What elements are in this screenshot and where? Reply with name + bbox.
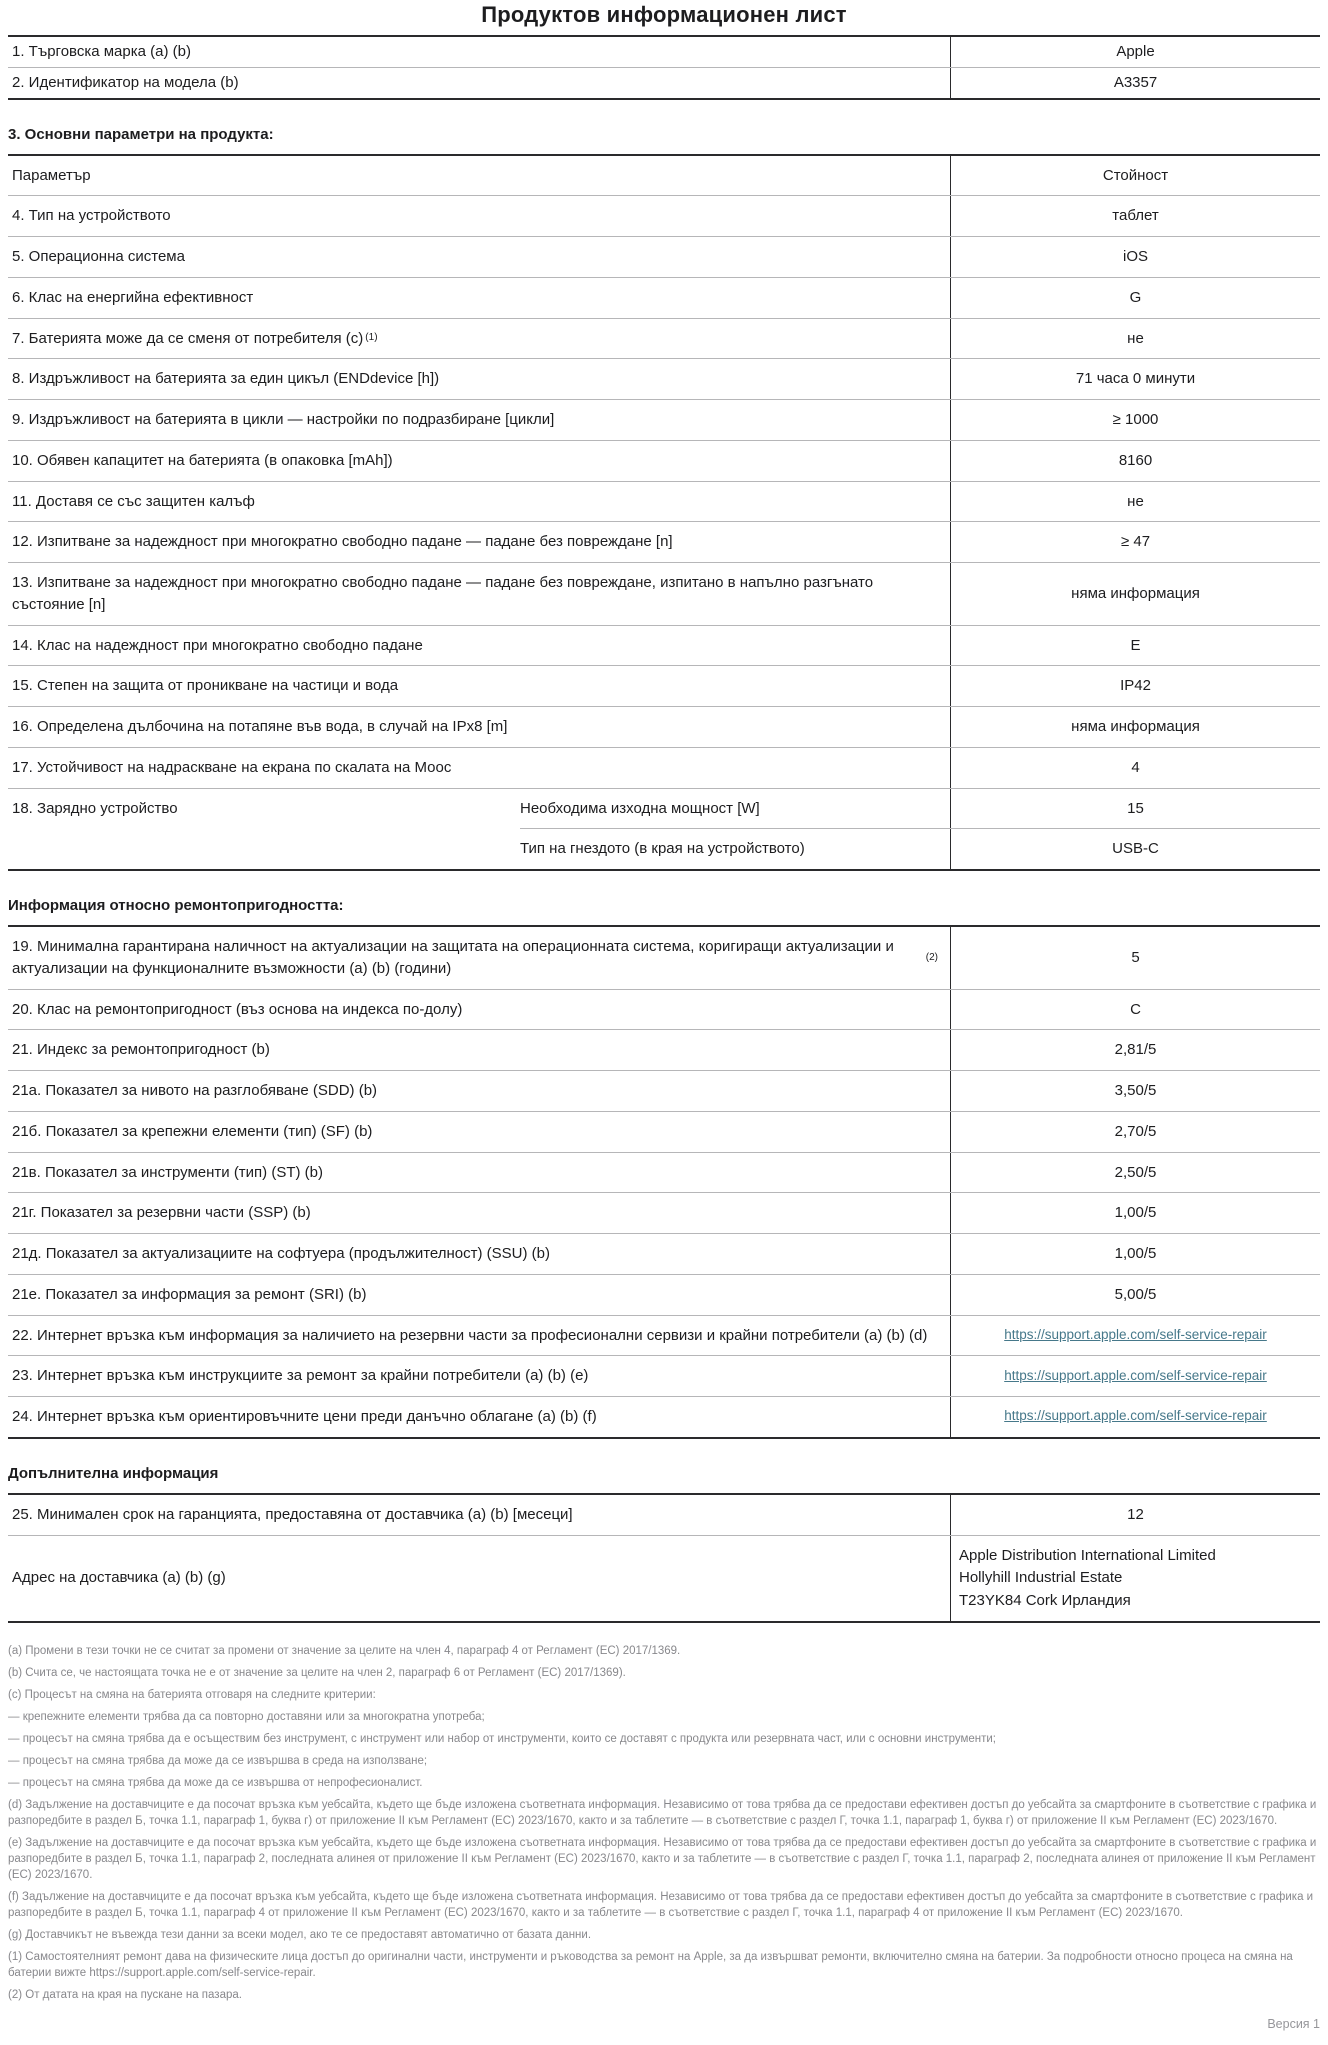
- row-value: C: [950, 990, 1320, 1030]
- column-header-parameter: Параметър: [12, 166, 91, 184]
- row-value: 4: [950, 748, 1320, 788]
- table-row: [8, 400, 1320, 441]
- page-title: Продуктов информационен лист: [481, 2, 847, 27]
- footnote: (e) Задължение на доставчиците е да посочат връзка към уебсайта, където ще бъде изложена съответната информация. Независимо от това трябва да се предостави ефективен достъп до уебсайта за смартфоните в съответствие с графика и разпоредбите в раздел Б, точка 1.1, параграф 2, последната алинея от приложение II към Регламент (ЕС) 2023/1670, както и за таблетите — в съответствие с раздел Г, точка 1.1, параграф 2, последната алинея от приложение II към Регламент (ЕС) 2023/1670.: [8, 1837, 1317, 1881]
- table-row: [8, 482, 1320, 523]
- row-label: 22. Интернет връзка към информация за наличието на резервни части за професионални сервизи и крайни потребители (a) (b) (d): [12, 1326, 928, 1344]
- footnote: (b) Счита се, че настоящата точка не е от значение за целите на член 2, параграф 6 от Регламент (ЕС) 2017/1369).: [8, 1667, 626, 1679]
- product-information-sheet: [8, 0, 1320, 2045]
- table-row: [8, 441, 1320, 482]
- row-value: ≥ 47: [950, 522, 1320, 562]
- additional-info-table: [8, 1493, 1320, 1623]
- table-row: [8, 319, 1320, 360]
- table-row: [8, 237, 1320, 278]
- table-row: [8, 1356, 1320, 1397]
- row-value: 1,00/5: [950, 1234, 1320, 1274]
- row-value: 1,00/5: [950, 1193, 1320, 1233]
- row-label: 12. Изпитване за надеждност при многократно свободно падане — падане без повреждане [n]: [12, 533, 673, 551]
- row-value: E: [950, 626, 1320, 666]
- section-heading-repairability: Информация относно ремонтопригодността:: [8, 897, 344, 914]
- footnote: (c) Процесът на смяна на батерията отговаря на следните критерии:: [8, 1689, 376, 1701]
- self-service-repair-link[interactable]: https://support.apple.com/self-service-repair: [1004, 1326, 1267, 1342]
- row-label: Тип на гнездото (в края на устройството): [520, 840, 805, 858]
- table-row: [8, 707, 1320, 748]
- row-value: G: [950, 278, 1320, 318]
- main-parameters-table: [8, 154, 1320, 872]
- table-row: [8, 1153, 1320, 1194]
- table-row: [8, 1193, 1320, 1234]
- table-row: [8, 1275, 1320, 1316]
- row-label: 24. Интернет връзка към ориентировъчните цени преди данъчно облагане (a) (b) (f): [12, 1408, 597, 1425]
- row-value: [950, 1356, 1320, 1396]
- section-heading-additional: Допълнителна информация: [8, 1464, 219, 1482]
- address-line: T23YK84 Cork Ирландия: [959, 1591, 1131, 1609]
- table-row: [8, 1495, 1320, 1536]
- row-label: 21. Индекс за ремонтопригодност (b): [12, 1041, 270, 1059]
- footnote: — процесът на смяна трябва да може да се извършва в среда на използване;: [8, 1755, 428, 1767]
- row-label: 25. Минимален срок на гаранцията, предоставяна от доставчика (a) (b) [месеци]: [12, 1505, 573, 1523]
- version-label: Версия 1: [1267, 2017, 1320, 2031]
- footnote: — крепежните елементи трябва да са повторно доставяни или за многократна употреба;: [8, 1711, 485, 1723]
- row-value: ≥ 1000: [950, 400, 1320, 440]
- table-row: [8, 1030, 1320, 1071]
- table-row: [8, 666, 1320, 707]
- address-line: Hollyhill Industrial Estate: [959, 1569, 1123, 1586]
- charger-row: [8, 789, 1320, 870]
- row-label: 11. Доставя се със защитен калъф: [12, 492, 255, 510]
- row-label: 9. Издръжливост на батерията в цикли — настройки по подразбиране [цикли]: [12, 411, 555, 428]
- table-row: [8, 1071, 1320, 1112]
- footnote: (f) Задължение на доставчиците е да посочат връзка към уебсайта, където ще бъде изложена съответната информация. Независимо от това трябва да се предостави ефективен достъп до уебсайта за смартфоните в съответствие с графика и разпоредбите в раздел Б, точка 1.1, параграф 4 от приложение II към Регламент (ЕС) 2023/1670, както и за таблетите — в съответствие с раздел Г, точка 1.1, параграф 4 от приложение II към Регламент (ЕС) 2023/1670.: [8, 1891, 1314, 1919]
- row-label: 2. Идентификатор на модела (b): [12, 73, 239, 91]
- table-row: [8, 990, 1320, 1031]
- row-label: 13. Изпитване за надеждност при многократно свободно падане — падане без повреждане, изпитано в напълно разгънато състояние [n]: [12, 574, 874, 613]
- footnote: — процесът на смяна трябва да е осъществим без инструмент, с инструмент или набор от инструменти, които се доставят с продукта или резервната част, или с основни инструменти;: [8, 1733, 997, 1745]
- row-value: iOS: [950, 237, 1320, 277]
- row-label: 10. Обявен капацитет на батерията (в опаковка [mAh]): [12, 451, 393, 469]
- row-value: Apple: [950, 37, 1320, 67]
- row-label: Необходима изходна мощност [W]: [520, 799, 760, 817]
- footnote: — процесът на смяна трябва да може да се извършва от непрофесионалист.: [8, 1777, 423, 1789]
- row-label: 5. Операционна система: [12, 248, 185, 265]
- footnote: (2) От датата на края на пускане на пазара.: [8, 1989, 242, 2001]
- table-row: [8, 68, 1320, 98]
- table-row: [8, 522, 1320, 563]
- row-value: не: [950, 319, 1320, 359]
- row-label: 6. Клас на енергийна ефективност: [12, 288, 254, 306]
- table-row: [8, 196, 1320, 237]
- table-row: [8, 748, 1320, 789]
- row-label: 21д. Показател за актуализациите на софтуера (продължителност) (SSU) (b): [12, 1245, 551, 1262]
- row-value: USB-C: [950, 829, 1320, 869]
- row-value: 2,50/5: [950, 1153, 1320, 1193]
- footnote: (d) Задължение на доставчиците е да посочат връзка към уебсайта, където ще бъде изложена съответната информация. Независимо от това трябва да се предостави ефективен достъп до уебсайта за смартфоните в съответствие с графика и разпоредбите в раздел Б, точка 1.1, параграф 1, буква г) от приложение II към Регламент (ЕС) 2023/1670, както и за таблетите — в съответствие с раздел Г, точка 1.1, параграф 1, буква г) от приложение II към Регламент (ЕС) 2023/1670.: [8, 1799, 1317, 1827]
- row-value: 15: [950, 789, 1320, 829]
- footnotes: [8, 1643, 1320, 2003]
- row-label: 21е. Показател за информация за ремонт (SRI) (b): [12, 1285, 367, 1303]
- row-value: 5,00/5: [950, 1275, 1320, 1315]
- row-label: 18. Зарядно устройство: [12, 799, 178, 817]
- row-label: 20. Клас на ремонтопригодност (въз основа на индекса по-долу): [12, 1000, 463, 1018]
- table-row: [8, 1112, 1320, 1153]
- row-label: 23. Интернет връзка към инструкциите за ремонт за крайни потребители (a) (b) (e): [12, 1367, 589, 1385]
- row-value: 5: [950, 927, 1320, 989]
- row-value: таблет: [950, 196, 1320, 236]
- address-line: Apple Distribution International Limited: [959, 1546, 1216, 1564]
- table-row: [8, 278, 1320, 319]
- row-label: 4. Тип на устройството: [12, 207, 171, 225]
- row-value: 3,50/5: [950, 1071, 1320, 1111]
- row-label: 21в. Показател за инструменти (тип) (ST) (b): [12, 1163, 324, 1181]
- row-value: 2,81/5: [950, 1030, 1320, 1070]
- row-label: 8. Издръжливост на батерията за един цикъл (ENDdevice [h]): [12, 370, 440, 388]
- row-value: няма информация: [950, 707, 1320, 747]
- table-row: [8, 1234, 1320, 1275]
- supplier-address-row: [8, 1536, 1320, 1622]
- row-value: не: [950, 482, 1320, 522]
- table-header-row: [8, 156, 1320, 197]
- row-label: 21б. Показател за крепежни елементи (тип) (SF) (b): [12, 1122, 373, 1140]
- row-value: [950, 1316, 1320, 1356]
- charger-subrow: [520, 789, 1320, 829]
- column-header-value: Стойност: [950, 156, 1320, 196]
- repairability-table: [8, 925, 1320, 1439]
- row-value: [950, 1397, 1320, 1437]
- row-label: 19. Минимална гарантирана наличност на актуализации на защитата на операционната система, коригиращи актуализации и актуализации на функционалните възможности (a) (b) (години) (2): [12, 938, 938, 977]
- row-value: 71 часа 0 минути: [950, 359, 1320, 399]
- row-label: 21г. Показател за резервни части (SSP) (b): [12, 1204, 311, 1222]
- row-value: IP42: [950, 666, 1320, 706]
- footnote: (g) Доставчикът не въвежда тези данни за всеки модел, ако те се предоставят автоматично от базата данни.: [8, 1929, 592, 1941]
- footnote: (a) Промени в тези точки не се считат за промени от значение за целите на член 4, параграф 4 от Регламент (ЕС) 2017/1369.: [8, 1645, 681, 1657]
- table-row: [8, 927, 1320, 990]
- brand-table: [8, 35, 1320, 100]
- table-row: [8, 359, 1320, 400]
- row-label: 17. Устойчивост на надраскване на екрана по скалата на Моос: [12, 758, 452, 776]
- section-heading-main-parameters: 3. Основни параметри на продукта:: [8, 125, 274, 143]
- row-label: 14. Клас на надеждност при многократно свободно падане: [12, 636, 423, 654]
- row-value: A3357: [950, 68, 1320, 98]
- table-row: [8, 1316, 1320, 1357]
- table-row: [8, 1397, 1320, 1437]
- row-value: 12: [950, 1495, 1320, 1535]
- table-row: [8, 563, 1320, 626]
- row-label: 15. Степен на защита от проникване на частици и вода: [12, 677, 399, 695]
- charger-subtable: [520, 789, 1320, 870]
- row-label: 16. Определена дълбочина на потапяне във вода, в случай на IPx8 [m]: [12, 718, 508, 735]
- table-row: [8, 37, 1320, 68]
- row-value: 8160: [950, 441, 1320, 481]
- row-label: 21а. Показател за нивото на разглобяване (SDD) (b): [12, 1082, 378, 1099]
- self-service-repair-link[interactable]: https://support.apple.com/self-service-repair: [1004, 1408, 1267, 1424]
- footnote: (1) Самостоятелният ремонт дава на физическите лица достъп до оригинални части, инструменти и ръководства за ремонт на Apple, за да извършват ремонти, включително смяна на батерии. За подробности относно процеса на смяна на батерии вижте https://support.apple.com/self-service-repair.: [8, 1951, 1293, 1979]
- table-row: [8, 626, 1320, 667]
- charger-subrow: [520, 828, 1320, 869]
- self-service-repair-link[interactable]: https://support.apple.com/self-service-repair: [1004, 1367, 1267, 1383]
- row-label: 1. Търговска марка (a) (b): [12, 43, 191, 60]
- row-value: 2,70/5: [950, 1112, 1320, 1152]
- row-label: 7. Батерията може да се сменя от потребителя (c) (1): [12, 329, 378, 347]
- supplier-address: [950, 1536, 1320, 1622]
- row-label: Адрес на доставчика (a) (b) (g): [12, 1569, 226, 1587]
- row-value: няма информация: [950, 563, 1320, 625]
